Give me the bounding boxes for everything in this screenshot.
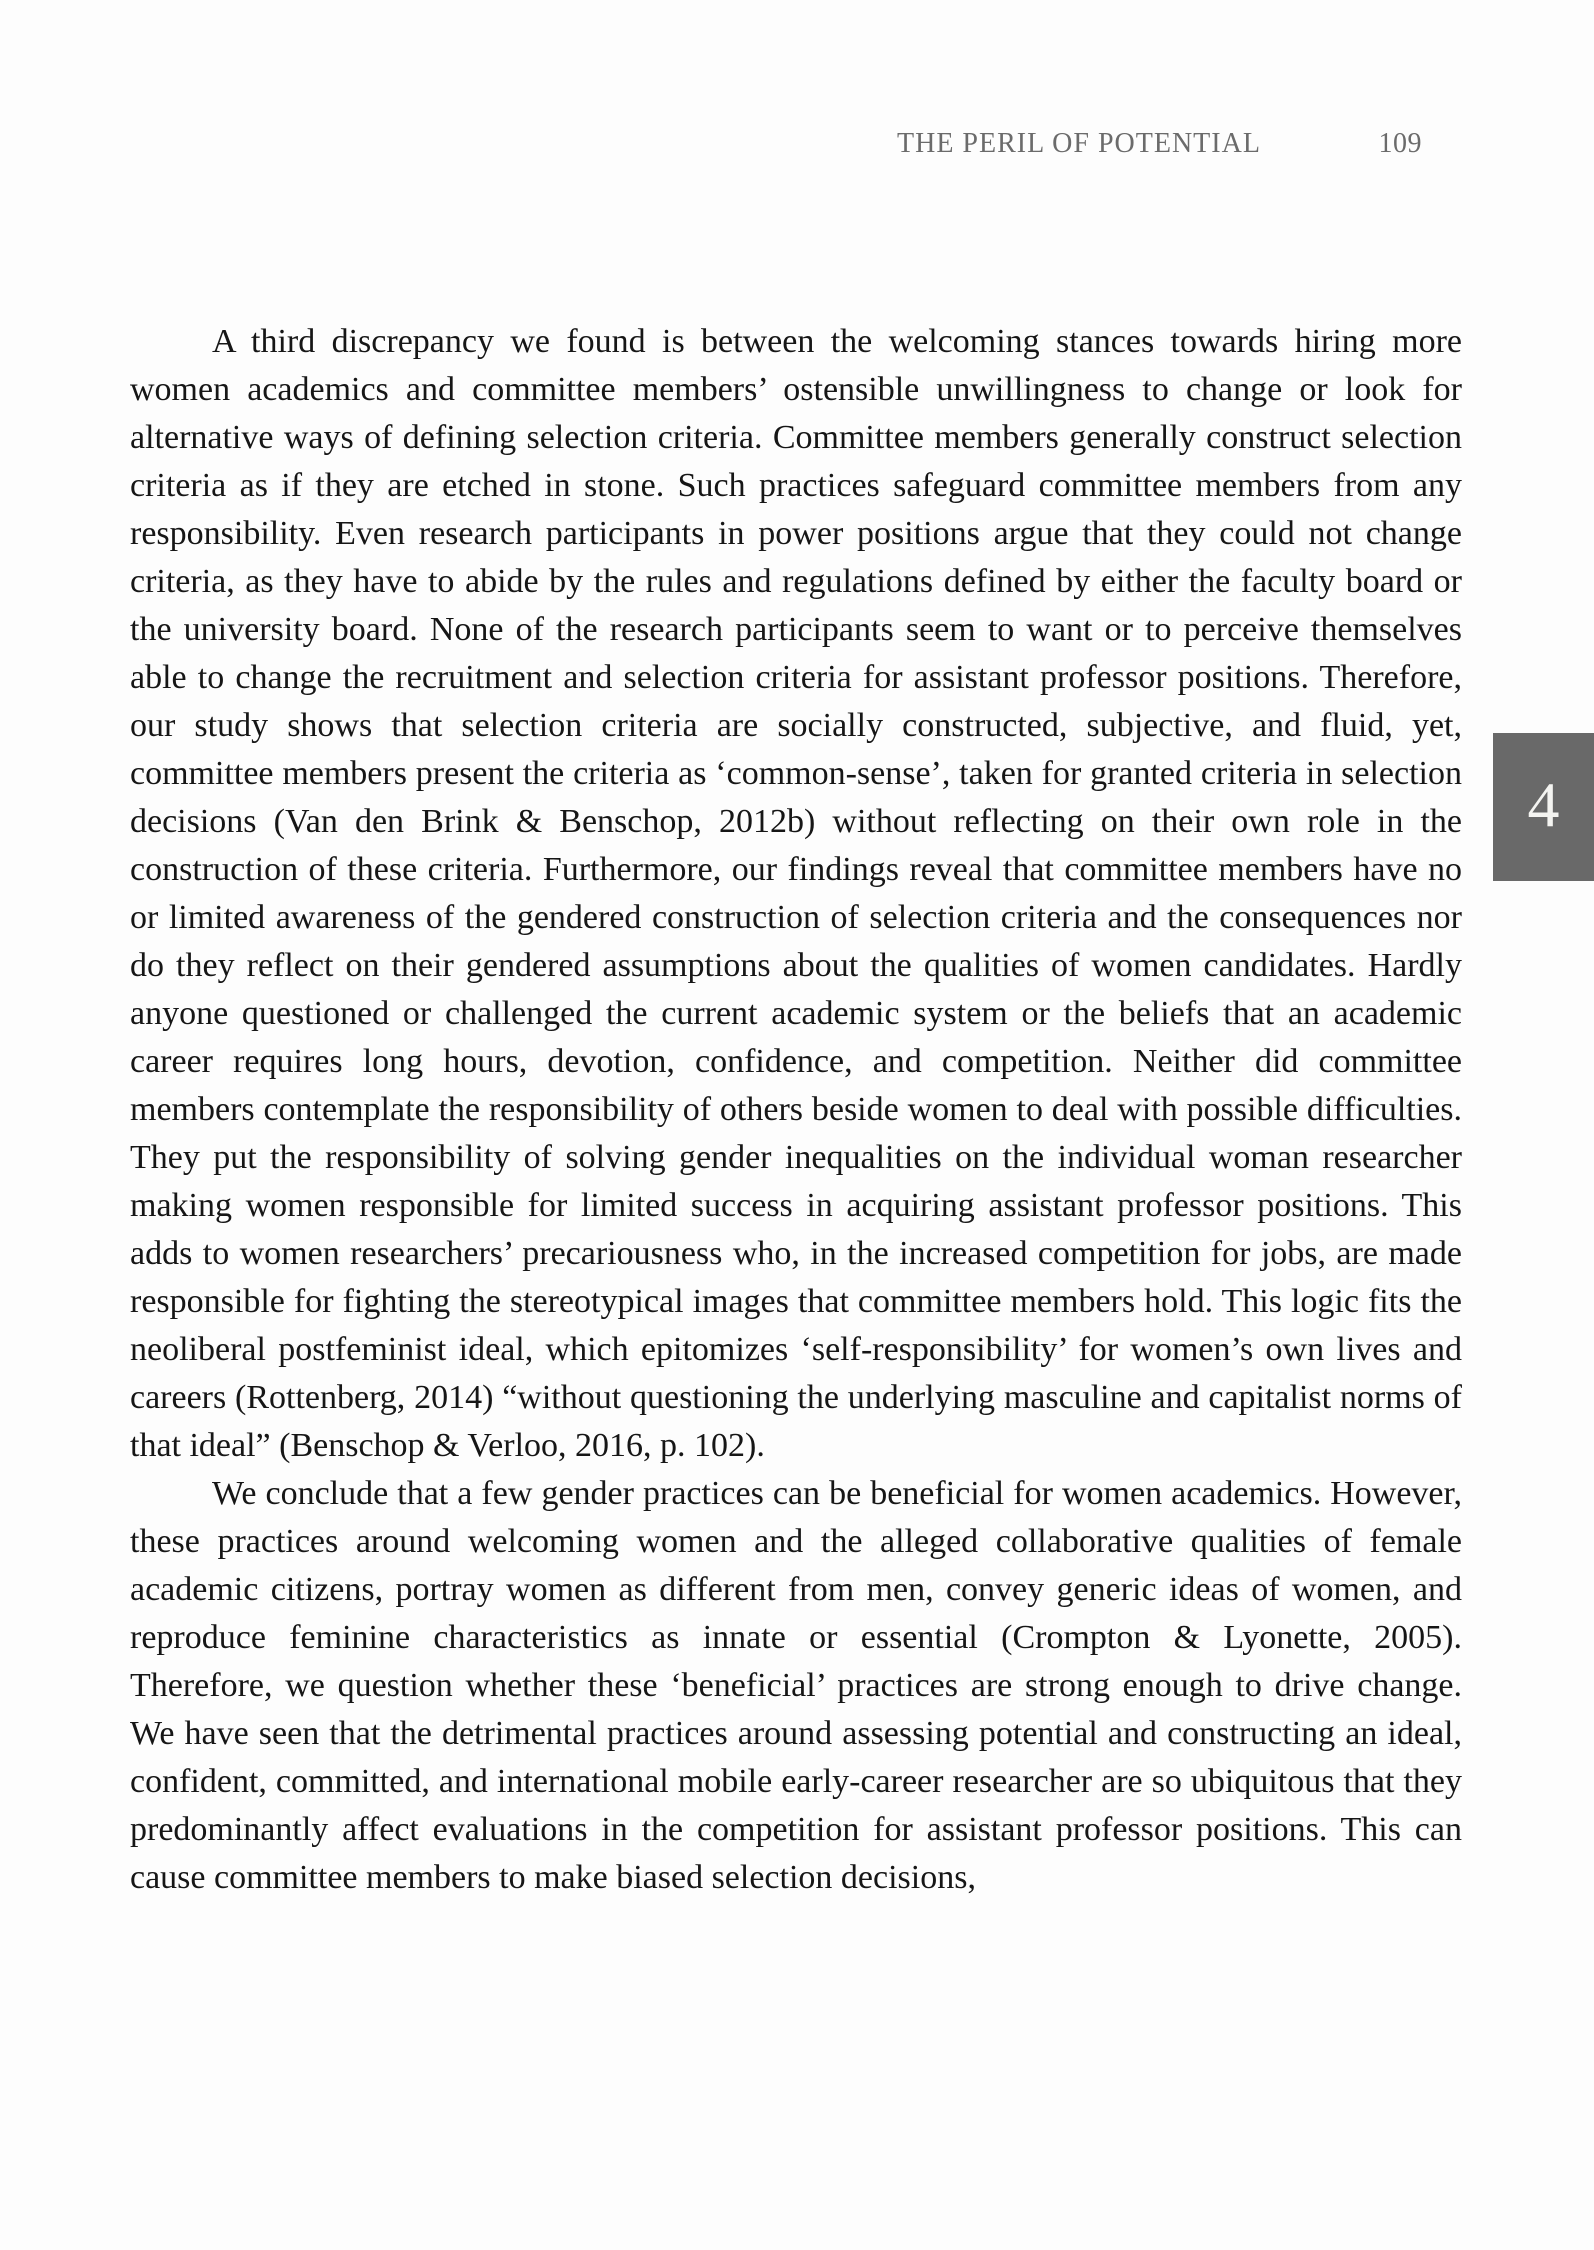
body-text xyxy=(130,318,1462,1902)
paragraph: We conclude that a few gender practices can be beneficial for women academics. However, these practices around welcoming women and the alleged collaborative qualities of female academic citizens, portray women as different from men, convey generic ideas of women, and reproduce feminine characteristics as innate or essential (Crompton & Lyonette, 2005). Therefore, we question whether these ‘beneficial’ practices are strong enough to drive change. We have seen that the detrimental practices around assessing potential and constructing an ideal, confident, committed, and international mobile early-career researcher are so ubiquitous that they predominantly affect evaluations in the competition for assistant professor positions. This can cause committee members to make biased selection decisions, xyxy=(130,1475,1462,1896)
page-number: 109 xyxy=(1378,128,1422,159)
chapter-tab xyxy=(1493,733,1594,881)
running-title: THE PERIL OF POTENTIAL xyxy=(897,128,1261,159)
chapter-number-label: 4 xyxy=(1527,769,1560,840)
paragraph: A third discrepancy we found is between the welcoming stances towards hiring more women academics and committee members’ ostensible unwillingness to change or look for alternative ways of defining selection criteria. Committee members generally construct selection criteria as if they are etched in stone. Such practices safeguard committee members from any responsibility. Even research participants in power positions argue that they could not change criteria, as they have to abide by the rules and regulations defined by either the faculty board or the university board. None of the research participants seem to want or to perceive themselves able to change the recruitment and selection criteria for assistant professor positions. Therefore, our study shows that selection criteria are socially constructed, subjective, and fluid, yet, committee members present the criteria as ‘common-sense’, taken for granted criteria in selection decisions (Van den Brink & Benschop, 2012b) without reflecting on their own role in the construction of these criteria. Furthermore, our findings reveal that committee members have no or limited awareness of the gendered construction of selection criteria and the consequences nor do they reflect on their gendered assumptions about the qualities of women candidates. Hardly anyone questioned or challenged the current academic system or the beliefs that an academic career requires long hours, devotion, confidence, and competition. Neither did committee members contemplate the responsibility of others beside women to deal with possible difficulties. They put the responsibility of solving gender inequalities on the individual woman researcher making women responsible for limited success in acquiring assistant professor positions. This adds to women researchers’ precariousness who, in the increased competition for jobs, are made responsible for fighting the stereotypical images that committee members hold. This logic fits the neoliberal postfeminist ideal, which epitomizes ‘self-responsibility’ for women’s own lives and careers (Rottenberg, 2014) “without questioning the underlying masculine and capitalist norms of that ideal” (Benschop & Verloo, 2016, p. 102). xyxy=(130,323,1462,1464)
running-header xyxy=(897,128,1422,160)
